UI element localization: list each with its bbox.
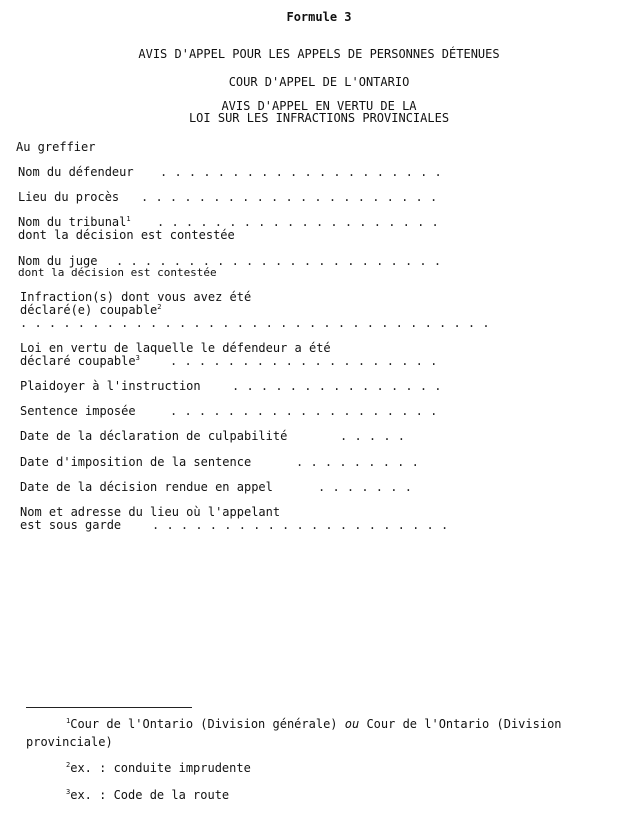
field-label-defendant: Nom du défendeur (18, 165, 134, 179)
field-label-offences-1: Infraction(s) dont vous avez été (20, 290, 252, 304)
footnote-ref-3: 3 (135, 354, 140, 362)
footnote-ref-1: 1 (126, 215, 131, 223)
footnote-1-mark: 1 (66, 717, 71, 725)
footnote-1-or: ou (344, 717, 360, 731)
field-label-judge: Nom du juge (18, 254, 98, 268)
field-leader-defendant: . . . . . . . . . . . . . . . . . . . . (160, 165, 442, 179)
heading-line-1: AVIS D'APPEL POUR LES APPELS DE PERSONNES DÉTENUES (138, 47, 500, 61)
footnote-ref-2: 2 (157, 303, 162, 311)
footnote-separator (26, 707, 192, 708)
field-leader-offences: . . . . . . . . . . . . . . . . . . . . . . . . . . . . . . . . . (20, 316, 490, 330)
field-label-sentence: Sentence imposée (20, 404, 136, 418)
field-leader-sentence-date: . . . . . . . . . (296, 455, 419, 469)
field-leader-court: . . . . . . . . . . . . . . . . . . . . (157, 215, 439, 229)
field-leader-appeal-date: . . . . . . . (318, 480, 412, 494)
field-sub-court: dont la décision est contestée (18, 228, 235, 242)
heading-line-2: COUR D'APPEL DE L'ONTARIO (228, 75, 410, 89)
field-leader-custody: . . . . . . . . . . . . . . . . . . . . . (152, 518, 449, 532)
footnote-2: $^2$ex. : conduite imprudente (66, 761, 251, 775)
addressee: Au greffier (16, 140, 96, 154)
field-leader-conviction-date: . . . . . (340, 429, 406, 443)
field-label-sentence-date: Date d'imposition de la sentence (20, 455, 252, 469)
field-label-law-1: Loi en vertu de laquelle le défendeur a été (20, 341, 331, 355)
field-leader-judge: . . . . . . . . . . . . . . . . . . . . . . . (116, 254, 442, 268)
heading-line-3: AVIS D'APPEL EN VERTU DE LA (221, 99, 417, 113)
field-leader-plea: . . . . . . . . . . . . . . . (232, 379, 442, 393)
field-leader-trial-place: . . . . . . . . . . . . . . . . . . . . . (141, 190, 438, 204)
footnote-1-line-1: $^1$Cour de l'Ontario (Division générale) ou Cour de l'Ontario (Division (66, 717, 562, 731)
field-label-conviction-date: Date de la déclaration de culpabilité (20, 429, 288, 443)
field-label-custody-1: Nom et adresse du lieu où l'appelant (20, 505, 281, 519)
form-number: Formule 3 (286, 10, 352, 24)
heading-line-4: LOI SUR LES INFRACTIONS PROVINCIALES (188, 111, 450, 125)
field-label-trial-place: Lieu du procès (18, 190, 120, 204)
footnote-3-mark: 3 (66, 788, 71, 796)
field-leader-law: . . . . . . . . . . . . . . . . . . . (170, 354, 438, 368)
footnote-3: $^3$ex. : Code de la route (66, 788, 230, 802)
field-label-law-2: déclaré coupable$^3$ (20, 354, 140, 368)
field-sub-judge: dont la décision est contestée (18, 266, 217, 279)
field-label-offences-2: déclaré(e) coupable$^2$ (20, 303, 162, 317)
footnote-1-line-2: provinciale) (26, 735, 113, 749)
field-label-appeal-date: Date de la décision rendue en appel (20, 480, 273, 494)
footnote-2-mark: 2 (66, 761, 71, 769)
field-label-plea: Plaidoyer à l'instruction (20, 379, 201, 393)
field-leader-sentence: . . . . . . . . . . . . . . . . . . . (170, 404, 438, 418)
field-label-custody-2: est sous garde (20, 518, 122, 532)
field-label-court: Nom du tribunal$^1$ (18, 215, 131, 229)
